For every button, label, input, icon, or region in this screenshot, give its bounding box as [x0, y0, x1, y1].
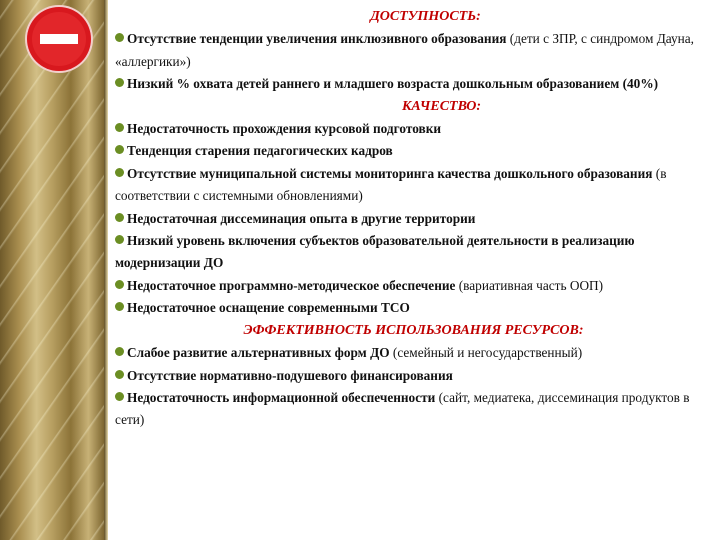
list-item: Недостаточность информационной обеспеченности (сайт, медиатека, диссеминация продуктов в сети): [115, 389, 690, 428]
bullet-icon: [115, 213, 124, 222]
bullet-icon: [115, 145, 124, 154]
list-item: Недостаточность прохождения курсовой подготовки: [115, 118, 712, 140]
slide-content: [115, 6, 712, 432]
section-heading-efficiency: ЭФФЕКТИВНОСТЬ ИСПОЛЬЗОВАНИЯ РЕСУРСОВ:: [243, 322, 584, 338]
list-item: Слабое развитие альтернативных форм ДО (семейный и негосударственный): [115, 342, 712, 364]
bullet-icon: [115, 370, 124, 379]
list-item: Недостаточное программно-методическое обеспечение (вариативная часть ООП): [115, 275, 712, 297]
list-item: Отсутствие муниципальной системы мониторинга качества дошкольного образования (в соответствии с системными обновлениями): [115, 165, 667, 204]
bullet-icon: [115, 33, 124, 42]
decorative-sidebar: [0, 0, 104, 540]
bullet-icon: [115, 168, 124, 177]
bullet-icon: [115, 123, 124, 132]
bullet-icon: [115, 78, 124, 87]
list-item: Низкий уровень включения субъектов образовательной деятельности в реализацию модернизации ДО: [115, 233, 635, 271]
list-item: Низкий % охвата детей раннего и младшего возраста дошкольным образованием (40%): [115, 73, 712, 95]
list-item: Тенденция старения педагогических кадров: [115, 140, 712, 162]
list-item: Отсутствие нормативно-подушевого финансирования: [115, 365, 712, 387]
bullet-icon: [115, 280, 124, 289]
no-entry-icon: [24, 4, 94, 74]
section-heading-quality: КАЧЕСТВО:: [401, 98, 482, 114]
bullet-icon: [115, 347, 124, 356]
bullet-icon: [115, 235, 124, 244]
list-item: Недостаточная диссеминация опыта в другие территории: [115, 208, 712, 230]
section-heading-accessibility: ДОСТУПНОСТЬ:: [370, 9, 481, 24]
bullet-icon: [115, 392, 124, 401]
sidebar-edge: [104, 0, 108, 540]
bullet-icon: [115, 302, 124, 311]
list-item: Недостаточное оснащение современными ТСО: [115, 297, 712, 319]
list-item: Отсутствие тенденции увеличения инклюзивного образования (дети с ЗПР, с синдромом Дауна, «аллергики»): [115, 31, 694, 69]
